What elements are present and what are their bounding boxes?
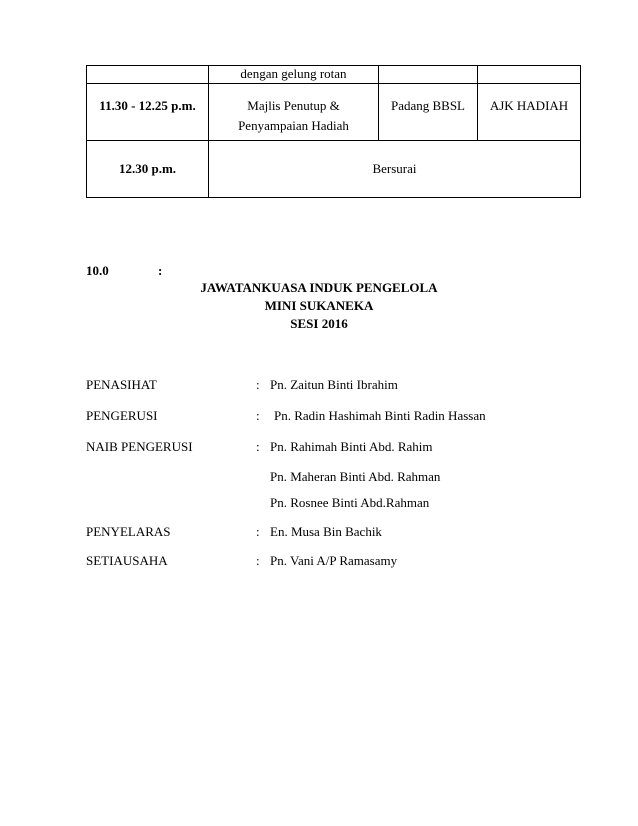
table-row	[87, 84, 581, 141]
time-cell: 12.30 p.m.	[87, 141, 209, 198]
member-name: Pn. Vani A/P Ramasamy	[270, 553, 398, 568]
colon: :	[256, 377, 260, 392]
activity-line: Majlis Penutup &	[247, 98, 340, 113]
section-colon: :	[158, 263, 163, 278]
section-number: 10.0	[86, 263, 109, 278]
time-cell: 11.30 - 12.25 p.m.	[87, 84, 209, 141]
person-cell	[478, 66, 581, 84]
role-label: NAIB PENGERUSI	[86, 439, 193, 454]
section-title-line3: SESI 2016	[290, 316, 348, 331]
colon: :	[256, 408, 260, 423]
activity-line: Penyampaian Hadiah	[238, 118, 349, 133]
colon: :	[256, 553, 260, 568]
table-row	[87, 66, 581, 84]
colon: :	[256, 524, 260, 539]
section-title-line1: JAWATANKUASA INDUK PENGELOLA	[200, 280, 438, 295]
role-label: PENASIHAT	[86, 377, 157, 392]
time-cell	[87, 66, 209, 84]
activity-cell: dengan gelung rotan	[209, 66, 379, 84]
member-name: Pn. Radin Hashimah Binti Radin Hassan	[274, 408, 486, 423]
colon: :	[256, 439, 260, 454]
activity-cell: Bersurai	[209, 141, 581, 198]
member-name: Pn. Zaitun Binti Ibrahim	[270, 377, 398, 392]
member-name: Pn. Rosnee Binti Abd.Rahman	[270, 495, 430, 510]
section-title-line2: MINI SUKANEKA	[264, 298, 374, 313]
member-name: Pn. Maheran Binti Abd. Rahman	[270, 469, 441, 484]
member-name: Pn. Rahimah Binti Abd. Rahim	[270, 439, 433, 454]
schedule-table	[86, 65, 581, 198]
person-cell: AJK HADIAH	[478, 84, 581, 141]
venue-cell: Padang BBSL	[379, 84, 478, 141]
role-label: PENGERUSI	[86, 408, 158, 423]
role-label: SETIAUSAHA	[86, 553, 168, 568]
role-label: PENYELARAS	[86, 524, 171, 539]
venue-cell	[379, 66, 478, 84]
activity-cell	[209, 84, 379, 141]
member-name: En. Musa Bin Bachik	[270, 524, 382, 539]
table-row	[87, 141, 581, 198]
